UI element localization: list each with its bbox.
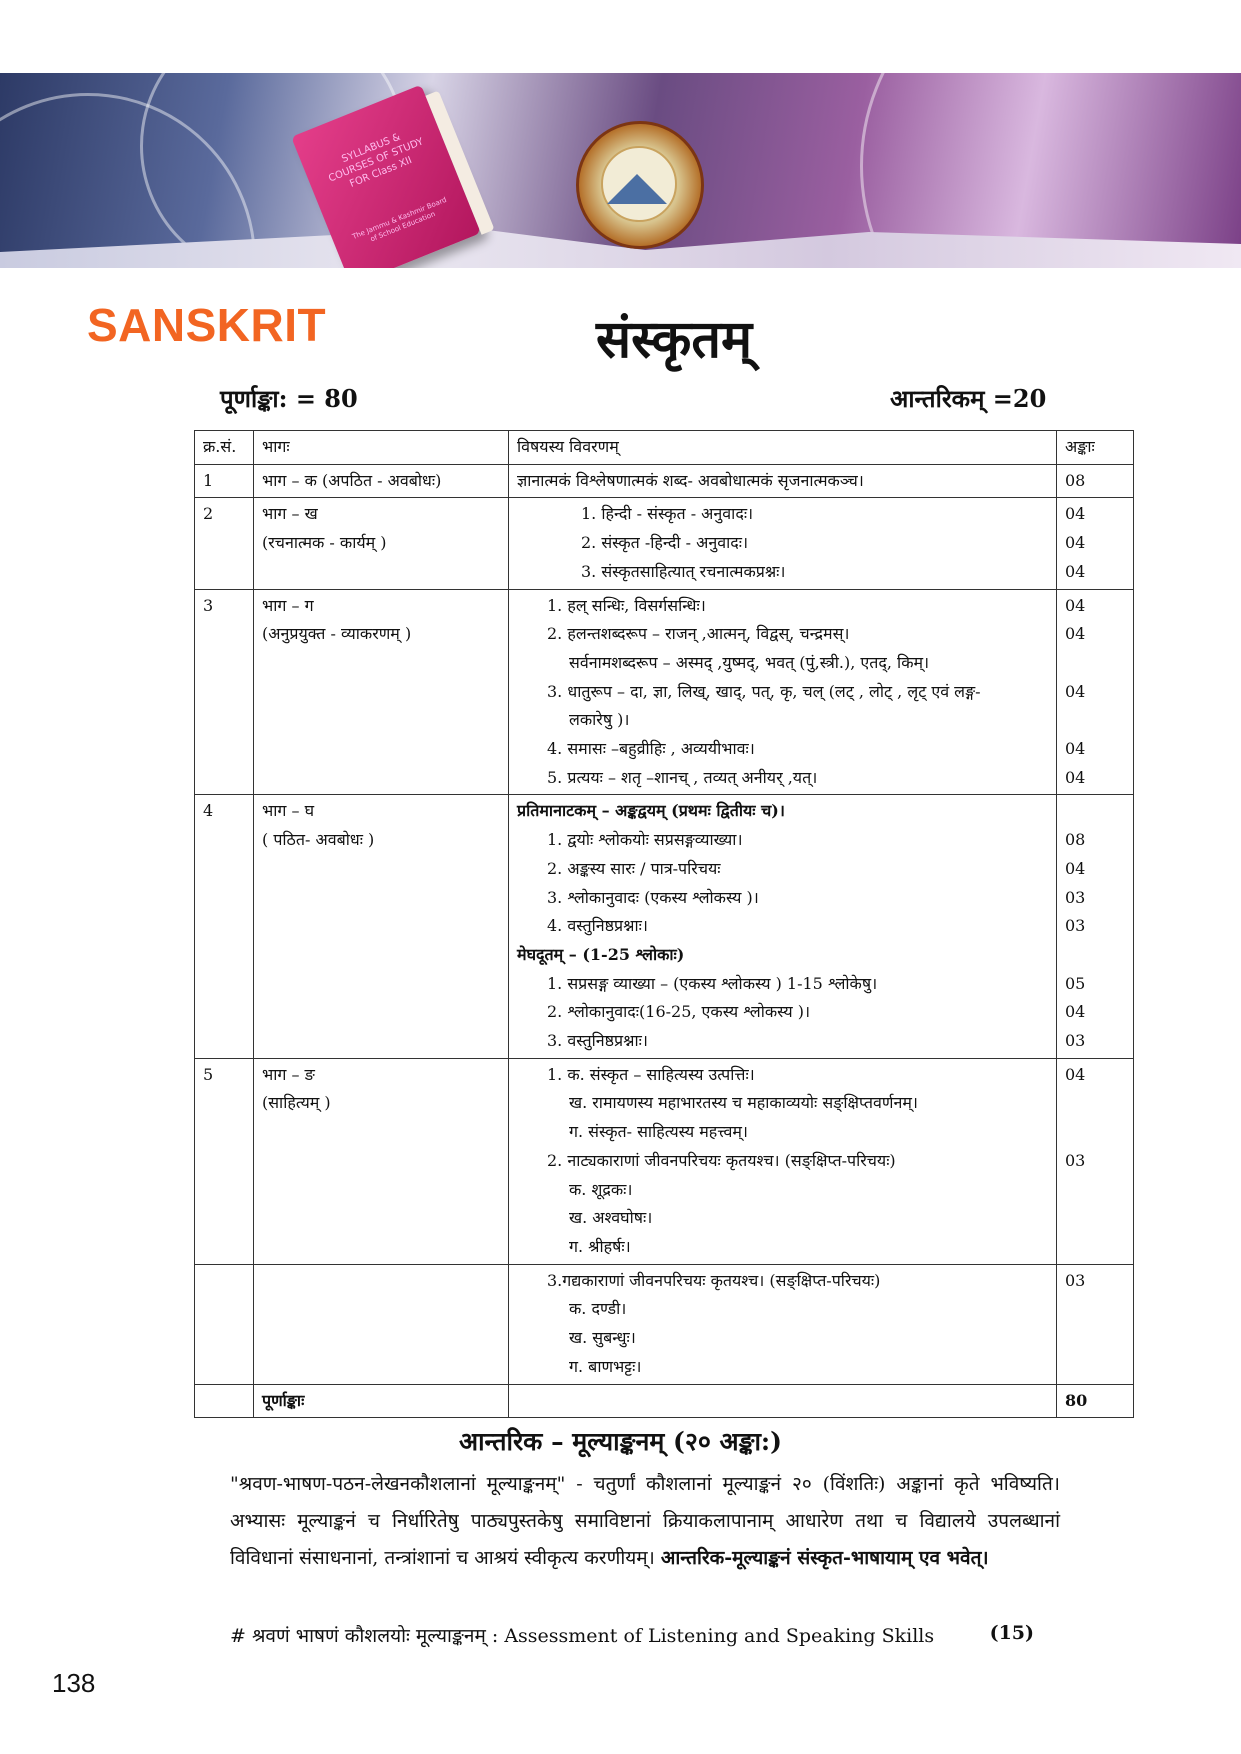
table-row — [195, 464, 1134, 498]
serial-number: 2 — [203, 504, 214, 524]
full-marks-label: पूर्णाङ्का: = 80 — [220, 384, 358, 413]
subject-title-hi: संस्कृतम् — [596, 309, 753, 370]
part-label: (अनुप्रयुक्त - व्याकरणम् ) — [262, 624, 412, 644]
serial-cell — [195, 1384, 254, 1418]
description-line: ख. सुबन्धुः। — [569, 1328, 636, 1348]
syllabus-table — [194, 430, 1134, 1418]
description-cell — [509, 795, 1057, 1058]
description-line: 1. हिन्दी - संस्कृत - अनुवादः। — [581, 504, 754, 524]
part-label: ( पठित- अवबोधः ) — [262, 830, 375, 850]
total-marks: 80 — [1065, 1390, 1088, 1410]
total-label-cell — [254, 1384, 509, 1418]
marks-value — [1065, 1295, 1125, 1324]
header-cell: क्र.सं. — [195, 431, 254, 465]
marks-value: 04 — [1065, 504, 1086, 524]
part-cell — [254, 1264, 509, 1384]
marks-value: 04 — [1065, 1002, 1086, 1022]
serial-cell — [195, 498, 254, 589]
syllabus-table-body — [195, 431, 1134, 1418]
marks-value: 03 — [1065, 1150, 1086, 1170]
description-line: 3. धातुरूप – दा, ज्ञा, लिख्, खाद्, पत्, कृ, चल् (लट् , लोट् , लृट् एवं लङ्ग- — [547, 681, 981, 701]
marks-value: 04 — [1065, 767, 1086, 787]
description-line: 4. वस्तुनिष्ठप्रश्नाः। — [547, 916, 648, 936]
description-line: मेघदूतम् – (1-25 श्लोकाः) — [517, 944, 685, 964]
board-seal-logo — [576, 121, 704, 249]
description-cell — [509, 1058, 1057, 1264]
marks-value — [1065, 1089, 1125, 1118]
marks-cell — [1057, 1058, 1134, 1264]
internal-assessment-paragraph — [230, 1466, 1060, 1577]
description-line: 2. संस्कृत -हिन्दी - अनुवादः। — [581, 533, 749, 553]
note-text: # श्रवणं भाषणं कौशलयोः मूल्याङ्कनम् : Assessment of Listening and Speaking Skills — [230, 1625, 935, 1647]
marks-cell — [1057, 1264, 1134, 1384]
marks-value — [1065, 649, 1125, 678]
note-marks: (15) — [989, 1622, 1034, 1644]
description-line: 2. हलन्तशब्दरूप – राजन् ,आत्मन्, विद्वस्, चन्द्रमस्। — [547, 624, 850, 644]
description-line: ग. श्रीहर्षः। — [569, 1236, 631, 1256]
marks-value: 03 — [1065, 916, 1086, 936]
part-label: भाग – घ — [262, 801, 315, 821]
marks-value: 08 — [1065, 830, 1086, 850]
description-line: 2. नाट्यकाराणां जीवनपरिचयः कृतयश्च। (सङ्क्षिप्त-परिचयः) — [547, 1150, 896, 1170]
paragraph-bold-text: आन्तरिक-मूल्याङ्कनं संस्कृत-भाषायाम् एव भवेत्। — [660, 1547, 989, 1569]
description-cell — [509, 498, 1057, 589]
description-line: 2. श्लोकानुवादः(16-25, एकस्य श्लोकस्य )। — [547, 1002, 811, 1022]
marks-value: 03 — [1065, 1270, 1086, 1290]
description-line: 3.गद्यकाराणां जीवनपरिचयः कृतयश्च। (सङ्क्षिप्त-परिचयः) — [547, 1270, 881, 1290]
description-cell — [509, 589, 1057, 795]
marks-value: 04 — [1065, 681, 1086, 701]
description-line: 1. क. संस्कृत – साहित्यस्य उत्पत्तिः। — [547, 1064, 755, 1084]
part-cell — [254, 795, 509, 1058]
part-label: (साहित्यम् ) — [262, 1093, 331, 1113]
serial-number: 3 — [203, 595, 214, 615]
internal-marks-label: आन्तरिकम् =20 — [890, 384, 1047, 413]
total-marks-cell — [1057, 1384, 1134, 1418]
page-number: 138 — [52, 1668, 96, 1698]
part-cell — [254, 464, 509, 498]
internal-assessment-heading: आन्तरिक – मूल्याङ्कनम् (२० अङ्का:) — [458, 1427, 782, 1456]
part-cell — [254, 498, 509, 589]
marks-cell — [1057, 795, 1134, 1058]
book-title: SYLLABUS & COURSES OF STUDY FOR Class XII — [327, 131, 426, 190]
marks-value: 04 — [1065, 595, 1086, 615]
description-line: 3. संस्कृतसाहित्यात् रचनात्मकप्रश्नः। — [581, 561, 786, 581]
description-line: 4. समासः –बहुव्रीहिः , अव्ययीभावः। — [547, 739, 755, 759]
description-cell — [509, 464, 1057, 498]
description-line: 1. हल् सन्धिः, विसर्गसन्धिः। — [547, 595, 706, 615]
marks-value: 04 — [1065, 533, 1086, 553]
description-line: ग. संस्कृत- साहित्यस्य महत्त्वम्। — [569, 1122, 748, 1142]
marks-value: 04 — [1065, 561, 1086, 581]
marks-value — [1065, 1233, 1125, 1262]
description-line: लकारेषु )। — [569, 710, 630, 730]
part-cell — [254, 589, 509, 795]
description-line: प्रतिमानाटकम् – अङ्कद्वयम् (प्रथमः द्वितीयः च)। — [517, 801, 785, 821]
table-row — [195, 498, 1134, 589]
table-row — [195, 1264, 1134, 1384]
subject-title-en: SANSKRIT — [87, 299, 327, 351]
seal-mountain — [607, 174, 667, 204]
description-line: सर्वनामशब्दरूप – अस्मद् ,युष्मद्, भवत् (पुं,स्त्री.), एतद्, किम्। — [569, 652, 930, 672]
marks-value — [1065, 1176, 1125, 1205]
marks-value: 04 — [1065, 624, 1086, 644]
marks-value — [1065, 941, 1125, 970]
serial-cell — [195, 1264, 254, 1384]
marks-value: 03 — [1065, 887, 1086, 907]
description-line: क. दण्डी। — [569, 1299, 627, 1319]
serial-cell — [195, 589, 254, 795]
part-cell — [254, 1058, 509, 1264]
header-cell: भागः — [254, 431, 509, 465]
part-label: भाग – ङ — [262, 1064, 315, 1084]
marks-value — [1065, 706, 1125, 735]
part-label: (रचनात्मक - कार्यम् ) — [262, 533, 387, 553]
description-line: ख. अश्वघोषः। — [569, 1208, 653, 1228]
description-cell — [509, 1384, 1057, 1418]
total-row — [195, 1384, 1134, 1418]
part-label: भाग – ख — [262, 504, 318, 524]
description-line: ख. रामायणस्य महाभारतस्य च महाकाव्ययोः सङ्क्षिप्तवर्णनम्। — [569, 1093, 918, 1113]
part-label: भाग – क (अपठित - अवबोधः) — [262, 470, 442, 490]
marks-value — [1065, 1204, 1125, 1233]
description-line: 1. द्वयोः श्लोकयोः सप्रसङ्गव्याख्या। — [547, 830, 743, 850]
description-line: 1. सप्रसङ्ग व्याख्या – (एकस्य श्लोकस्य ) 1-15 श्लोकेषु। — [547, 973, 878, 993]
marks-value: 04 — [1065, 858, 1086, 878]
marks-value — [1065, 797, 1125, 826]
table-row — [195, 589, 1134, 795]
header-cell: अङ्काः — [1057, 431, 1134, 465]
serial-number: 4 — [203, 801, 214, 821]
header-banner — [0, 73, 1241, 268]
marks-value: 04 — [1065, 739, 1086, 759]
part-label: भाग – ग — [262, 595, 314, 615]
description-line: 3. वस्तुनिष्ठप्रश्नाः। — [547, 1031, 648, 1051]
serial-cell — [195, 795, 254, 1058]
description-line: 5. प्रत्ययः – शतृ –शानच् , तव्यत् अनीयर् ,यत्। — [547, 767, 818, 787]
serial-number: 1 — [203, 470, 214, 490]
table-row — [195, 1058, 1134, 1264]
marks-cell — [1057, 589, 1134, 795]
description-line: ज्ञानात्मकं विश्लेषणात्मकं शब्द- अवबोधात्मकं सृजनात्मकञ्च। — [517, 470, 864, 490]
marks-value: 04 — [1065, 1064, 1086, 1084]
description-line: 3. श्लोकानुवादः (एकस्य श्लोकस्य )। — [547, 887, 759, 907]
table-row — [195, 795, 1134, 1058]
serial-cell — [195, 464, 254, 498]
marks-value: 05 — [1065, 973, 1086, 993]
description-cell — [509, 1264, 1057, 1384]
description-line: 2. अङ्कस्य सारः / पात्र-परिचयः — [547, 858, 721, 878]
paragraph-text: "श्रवण-भाषण-पठन-लेखनकौशलानां मूल्याङ्कनम्" - चतुर्णां कौशलानां मूल्याङ्कनं २० (विंशतिः) अङ्कानां कृते भविष्यति। अभ्यासः मूल्याङ्कनं च निर्धारितेषु पाठ्यपुस्तकेषु समाविष्टानां क्रियाकलापानाम् आधारेण तथा च विद्यालये उपलब्धानां विविधानां संसाधनानां, तन्त्रांशानां च आश्रयं स्वीकृत्य करणीयम्। — [230, 1473, 1060, 1569]
marks-value: 08 — [1065, 470, 1086, 490]
marks-value — [1065, 1324, 1125, 1353]
description-line: ग. बाणभट्टः। — [569, 1356, 642, 1376]
marks-cell — [1057, 498, 1134, 589]
description-line: क. शूद्रकः। — [569, 1179, 633, 1199]
total-label: पूर्णाङ्काः — [262, 1390, 305, 1410]
marks-value: 03 — [1065, 1031, 1086, 1051]
assessment-note — [230, 1622, 1060, 1648]
marks-cell — [1057, 464, 1134, 498]
serial-number: 5 — [203, 1064, 214, 1084]
serial-cell — [195, 1058, 254, 1264]
header-cell: विषयस्य विवरणम् — [509, 431, 1057, 465]
marks-value — [1065, 1118, 1125, 1147]
book-publisher: The Jammu & Kashmir Board of School Education — [351, 195, 448, 244]
table-header-row — [195, 431, 1134, 465]
marks-value — [1065, 1353, 1125, 1382]
